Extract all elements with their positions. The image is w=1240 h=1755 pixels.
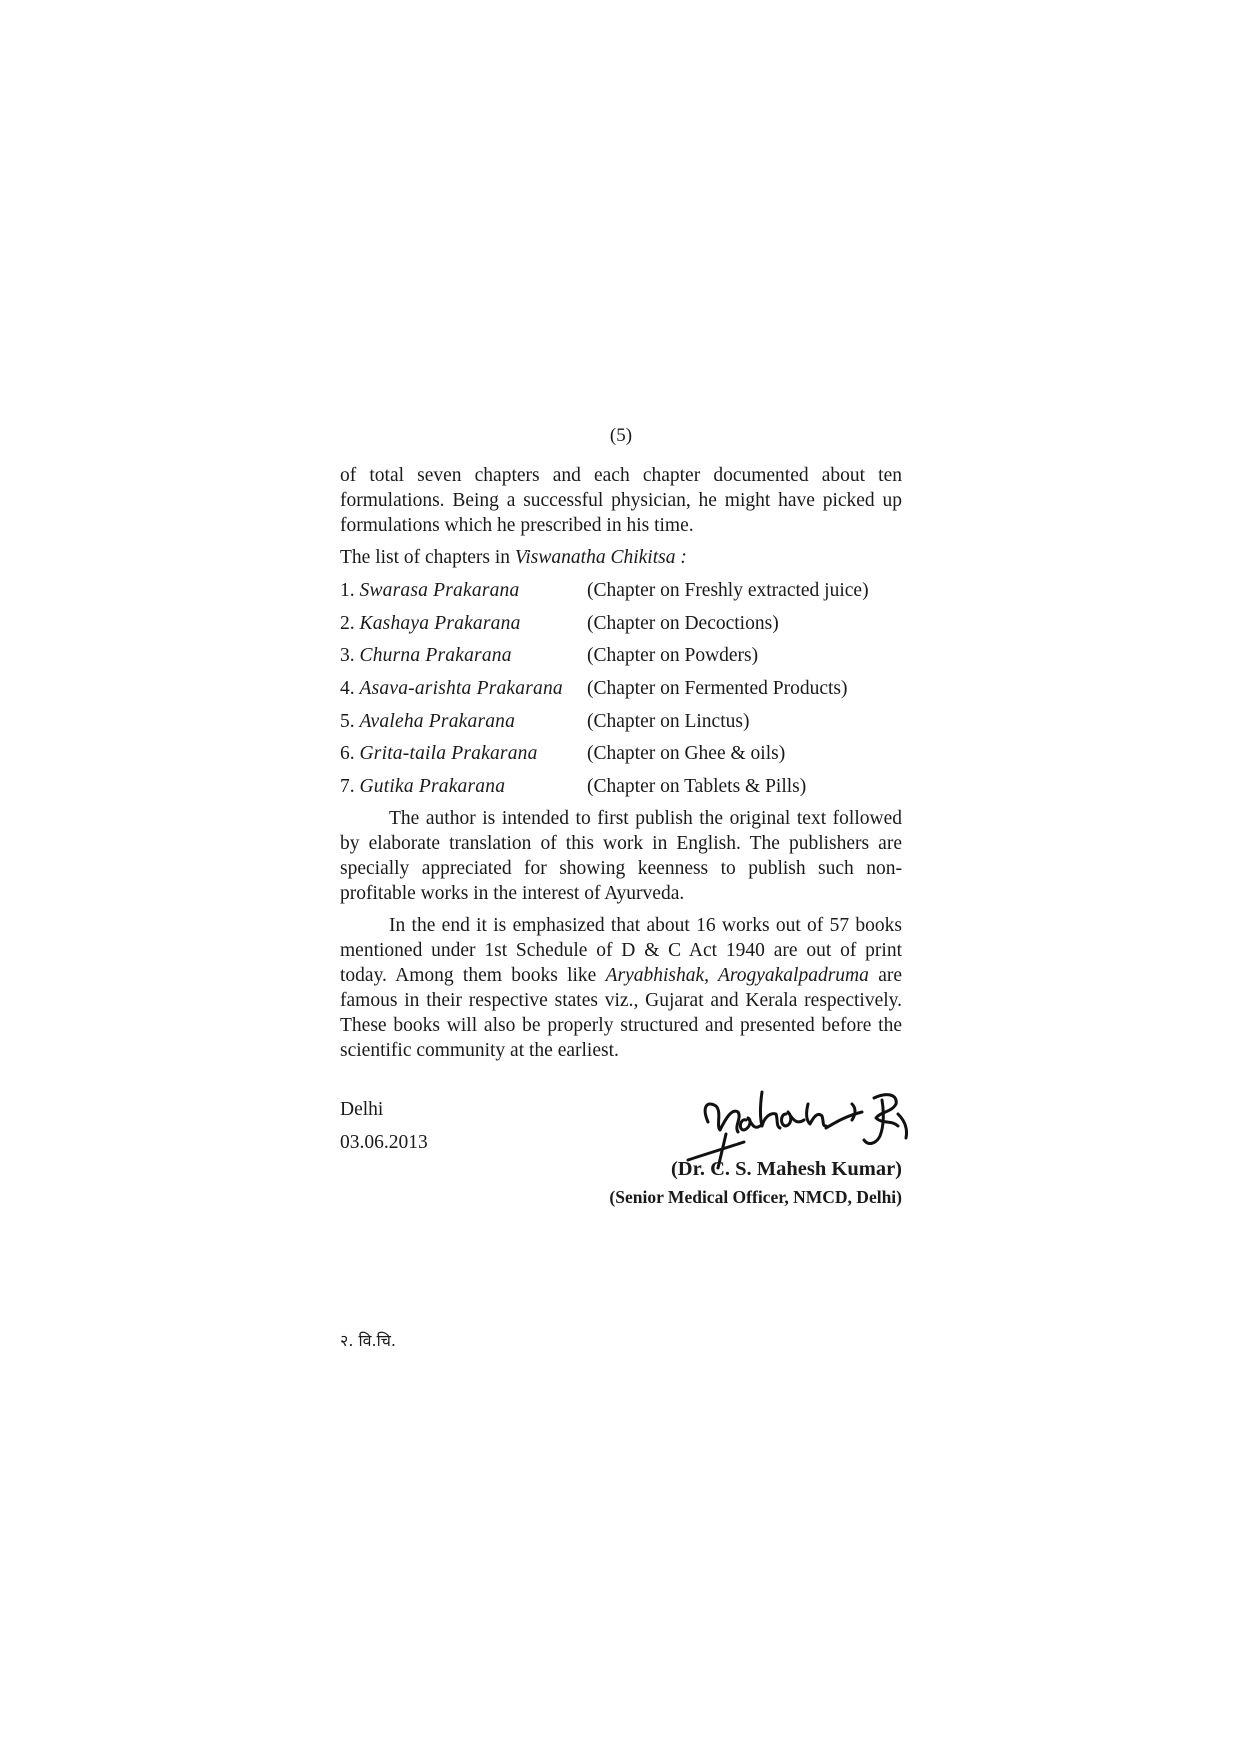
chapter-number: 3. [340,645,355,667]
book-names: Aryabhishak, Arogyakalpadruma [605,965,869,986]
chapter-description: (Chapter on Fermented Products) [587,678,848,700]
chapter-number: 6. [340,743,355,765]
book-title: Viswanatha Chikitsa : [514,547,687,568]
paragraph-intro [340,463,902,538]
paragraph-intro-text: of total seven chapters and each chapter documented about ten formulations. Being a successful physician, he might have picked up formulations which he prescribed in his time. [340,465,902,536]
chapter-list-heading [340,545,902,570]
chapter-item [340,774,906,807]
chapter-item [340,611,906,644]
chapter-description: (Chapter on Tablets & Pills) [587,776,807,798]
date: 03.06.2013 [340,1132,428,1153]
chapter-number: 4. [340,678,355,700]
chapter-list-heading-prefix: The list of chapters in [340,547,515,568]
chapter-number: 5. [340,710,355,732]
chapter-description: (Chapter on Ghee & oils) [587,743,786,765]
chapter-list [340,578,906,807]
paragraph-publication [340,806,902,906]
chapter-number: 7. [340,776,355,798]
page-number: (5) [609,425,633,446]
chapter-item [340,709,906,742]
chapter-item [340,578,906,611]
footer-signature-mark: २. वि.चि. [340,1331,397,1350]
chapter-name: Grita-taila Prakarana [359,743,538,765]
chapter-name: Churna Prakarana [359,645,512,667]
chapter-item [340,643,906,676]
paragraph-publication-text: The author is intended to first publish the original text followed by elaborate translation of this work in English. The publishers are specially appreciated for showing keenness to publish such non-profitable works in the interest of Ayurveda. [340,808,902,904]
chapter-name: Asava-arishta Prakarana [359,678,563,700]
paragraph-conclusion [340,913,902,1063]
chapter-description: (Chapter on Powders) [587,645,759,667]
paragraph-conclusion-text-1: In the end it is emphasized that about 16 works out of 57 books mentioned under 1st Schedule of D & C Act 1940 are out of print today. Among them books like [340,915,902,986]
chapter-description: (Chapter on Linctus) [587,710,750,732]
place: Delhi [340,1099,384,1120]
chapter-description: (Chapter on Decoctions) [587,612,779,634]
chapter-description: (Chapter on Freshly extracted juice) [587,580,869,601]
chapter-name: Gutika Prakarana [359,776,506,798]
chapter-item [340,676,906,709]
paragraph-conclusion-text-2: are famous in their respective states viz., Gujarat and Kerala respectively. These books will also be properly structured and presented before the scientific community at the earliest. [340,965,902,1061]
chapter-name: Kashaya Prakarana [359,612,521,634]
chapter-number: 1. [340,580,355,601]
chapter-number: 2. [340,612,355,634]
signatory-title: (Senior Medical Officer, NMCD, Delhi) [609,1187,902,1207]
chapter-name: Avaleha Prakarana [359,710,516,732]
signatory-name: (Dr. C. S. Mahesh Kumar) [670,1158,902,1180]
chapter-name: Swarasa Prakarana [359,580,520,601]
chapter-item [340,741,906,774]
